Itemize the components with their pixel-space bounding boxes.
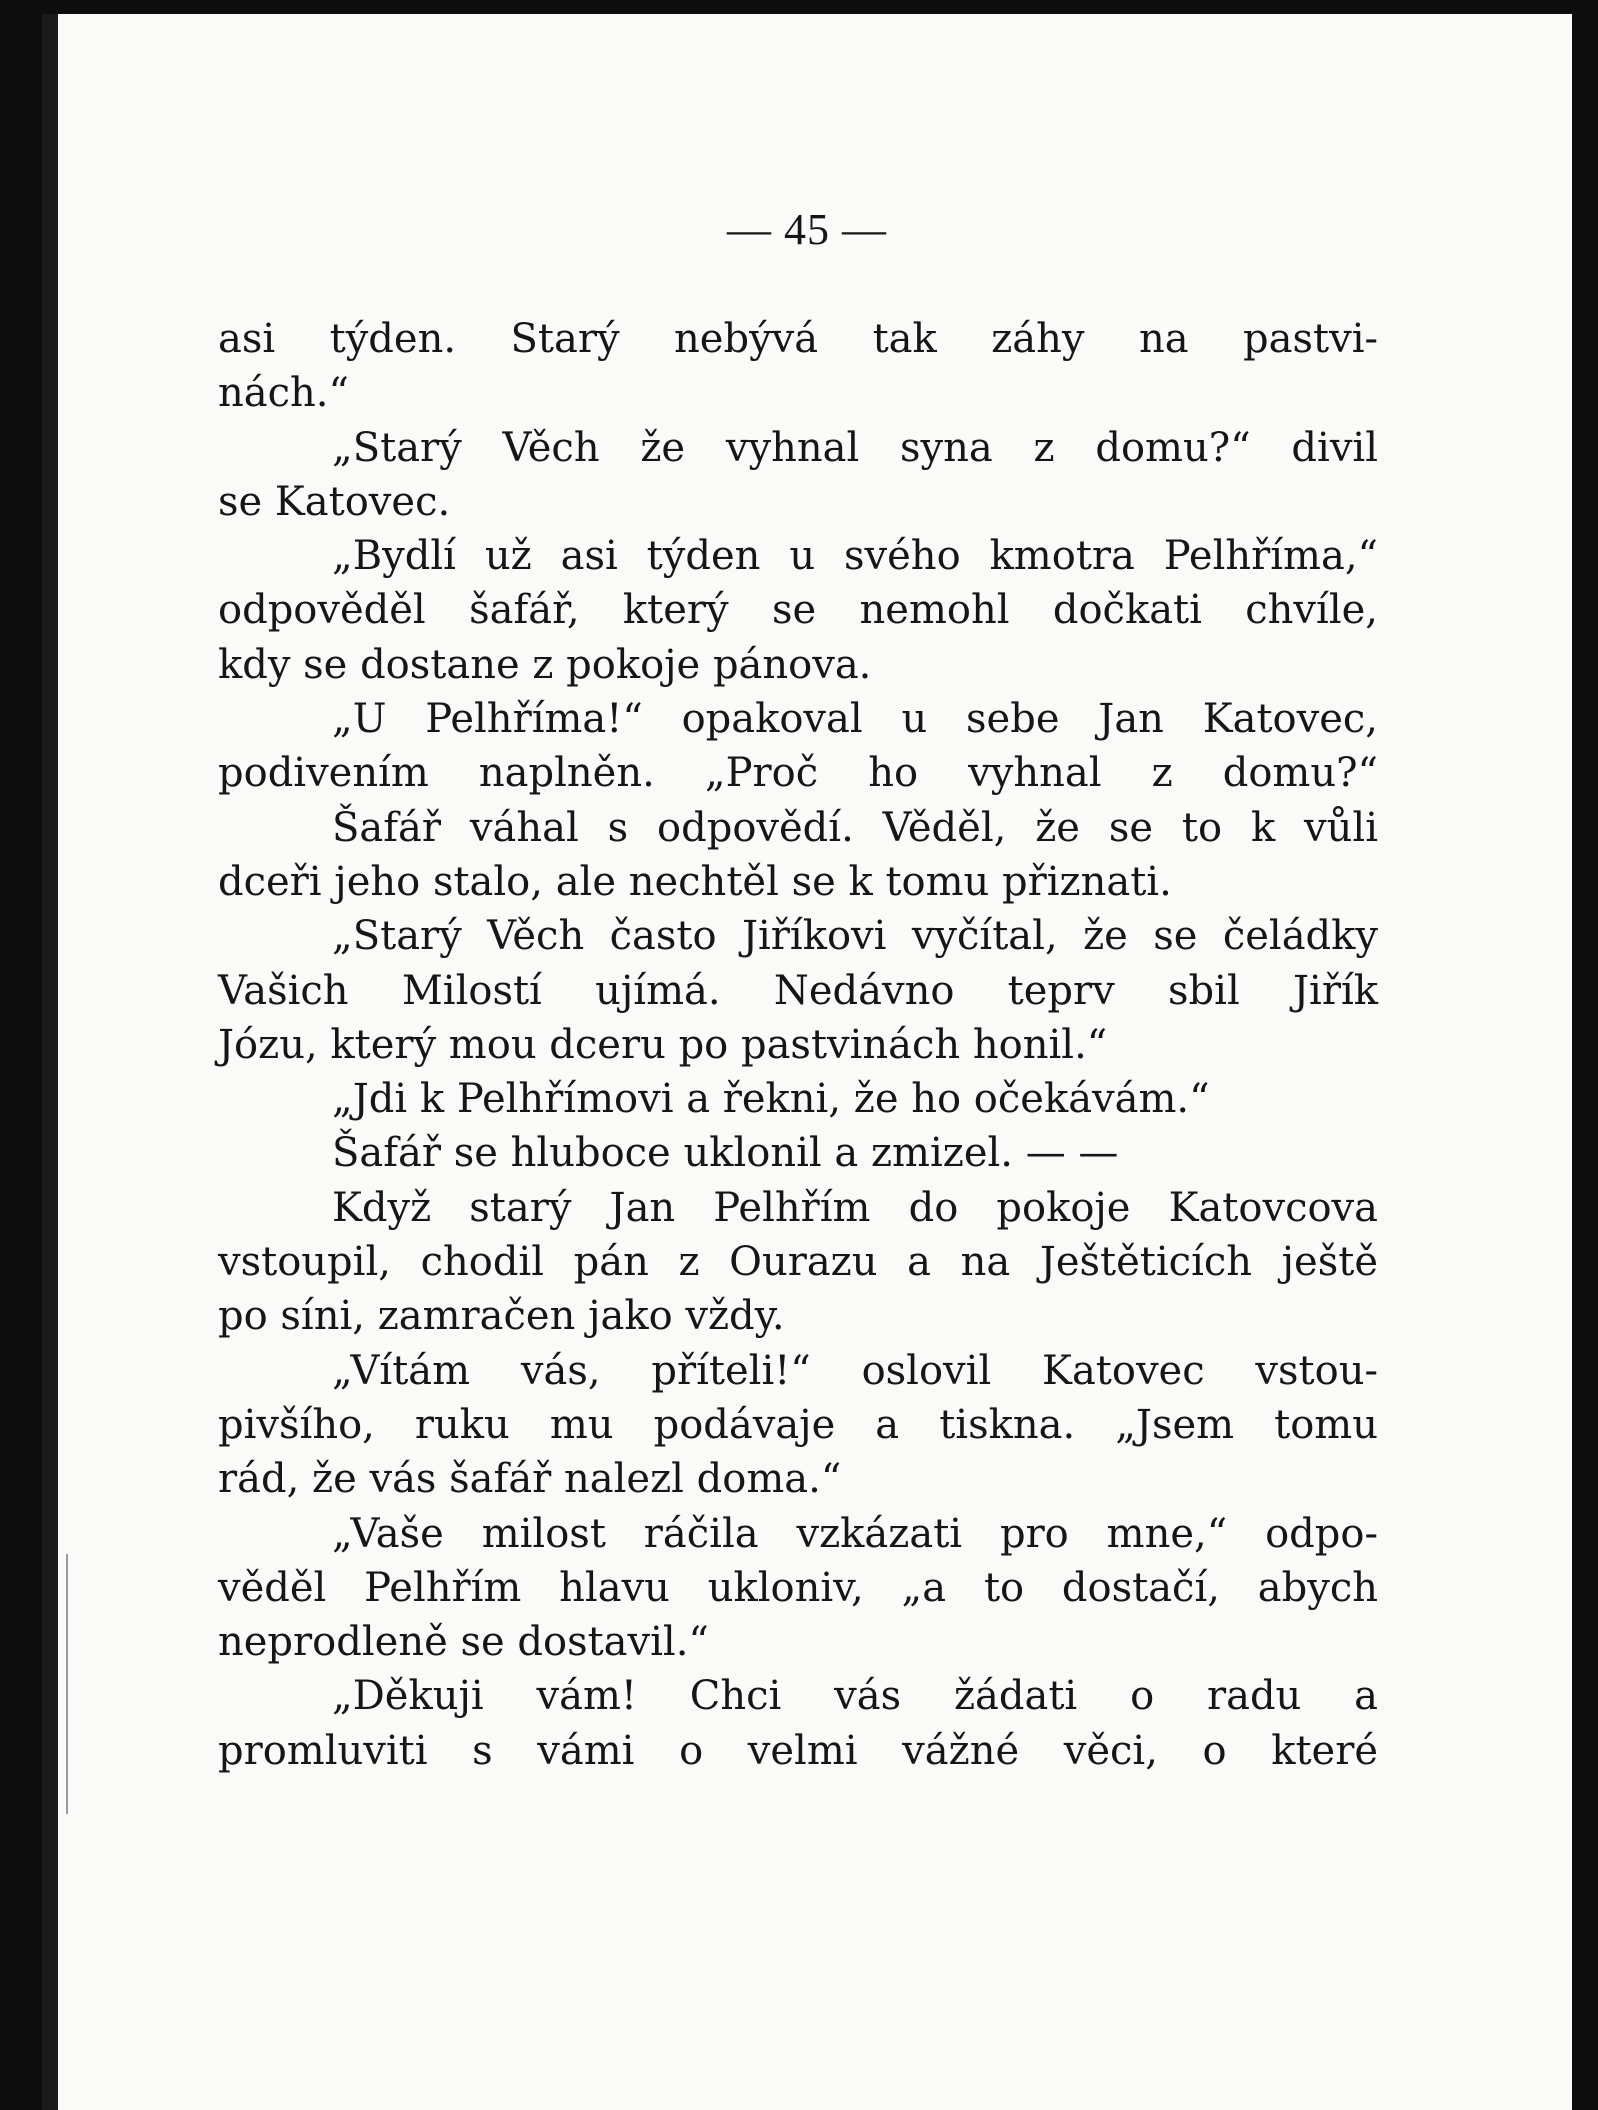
text-line: „Starý Věch že vyhnal syna z domu?“ divil — [332, 424, 1378, 471]
text-line: Józu, který mou dceru po pastvinách honil.“ — [218, 1021, 1108, 1068]
text-line: „Děkuji vám! Chci vás žádati o radu a — [332, 1673, 1378, 1720]
text-line: rád, že vás šafář nalezl doma.“ — [218, 1456, 842, 1503]
text-line: vstoupil, chodil pán z Ourazu a na Ještěticích ještě — [218, 1239, 1378, 1286]
body-text — [218, 312, 1378, 1778]
text-line: věděl Pelhřím hlavu ukloniv, „a to dostačí, abych — [218, 1564, 1378, 1611]
text-line: asi týden. Starý nebývá tak záhy na pastvi- — [218, 316, 1378, 362]
text-line: odpověděl šafář, který se nemohl dočkati chvíle, — [218, 587, 1378, 634]
text-line: „Vaše milost ráčila vzkázati pro mne,“ odpo- — [332, 1510, 1378, 1557]
text-line: „Starý Věch často Jiříkovi vyčítal, že se čeládky — [332, 913, 1378, 960]
text-line: promluviti s vámi o velmi vážné věci, o které — [218, 1727, 1378, 1774]
text-line: dceři jeho stalo, ale nechtěl se k tomu přiznati. — [218, 858, 1172, 905]
text-line: Vašich Milostí ujímá. Nedávno teprv sbil Jiřík — [218, 967, 1378, 1014]
text-line: „Vítám vás, příteli!“ oslovil Katovec vstou- — [332, 1347, 1378, 1394]
text-line: „Jdi k Pelhřímovi a řekni, že ho očekávám.“ — [332, 1076, 1210, 1123]
text-line: Šafář se hluboce uklonil a zmizel. — — — [332, 1130, 1119, 1177]
text-line: se Katovec. — [218, 478, 451, 525]
page-fold-mark — [66, 1554, 68, 1814]
text-line: „Bydlí už asi týden u svého kmotra Pelhříma,“ — [332, 533, 1378, 580]
book-page — [42, 14, 1572, 2110]
text-line: po síni, zamračen jako vždy. — [218, 1293, 785, 1340]
text-line: nách.“ — [218, 370, 349, 417]
text-line: Když starý Jan Pelhřím do pokoje Katovcova — [332, 1184, 1378, 1231]
text-line: pivšího, ruku mu podávaje a tiskna. „Jsem tomu — [218, 1401, 1378, 1448]
page-number: — 45 — — [727, 205, 887, 254]
page-binding-edge — [42, 14, 58, 2110]
text-line: neprodleně se dostavil.“ — [218, 1619, 709, 1666]
text-line: Šafář váhal s odpovědí. Věděl, že se to k vůli — [332, 804, 1378, 851]
text-line: „U Pelhříma!“ opakoval u sebe Jan Katovec, — [332, 696, 1378, 743]
text-line: podivením naplněn. „Proč ho vyhnal z domu?“ — [218, 750, 1378, 797]
text-line: kdy se dostane z pokoje pánova. — [218, 641, 872, 688]
